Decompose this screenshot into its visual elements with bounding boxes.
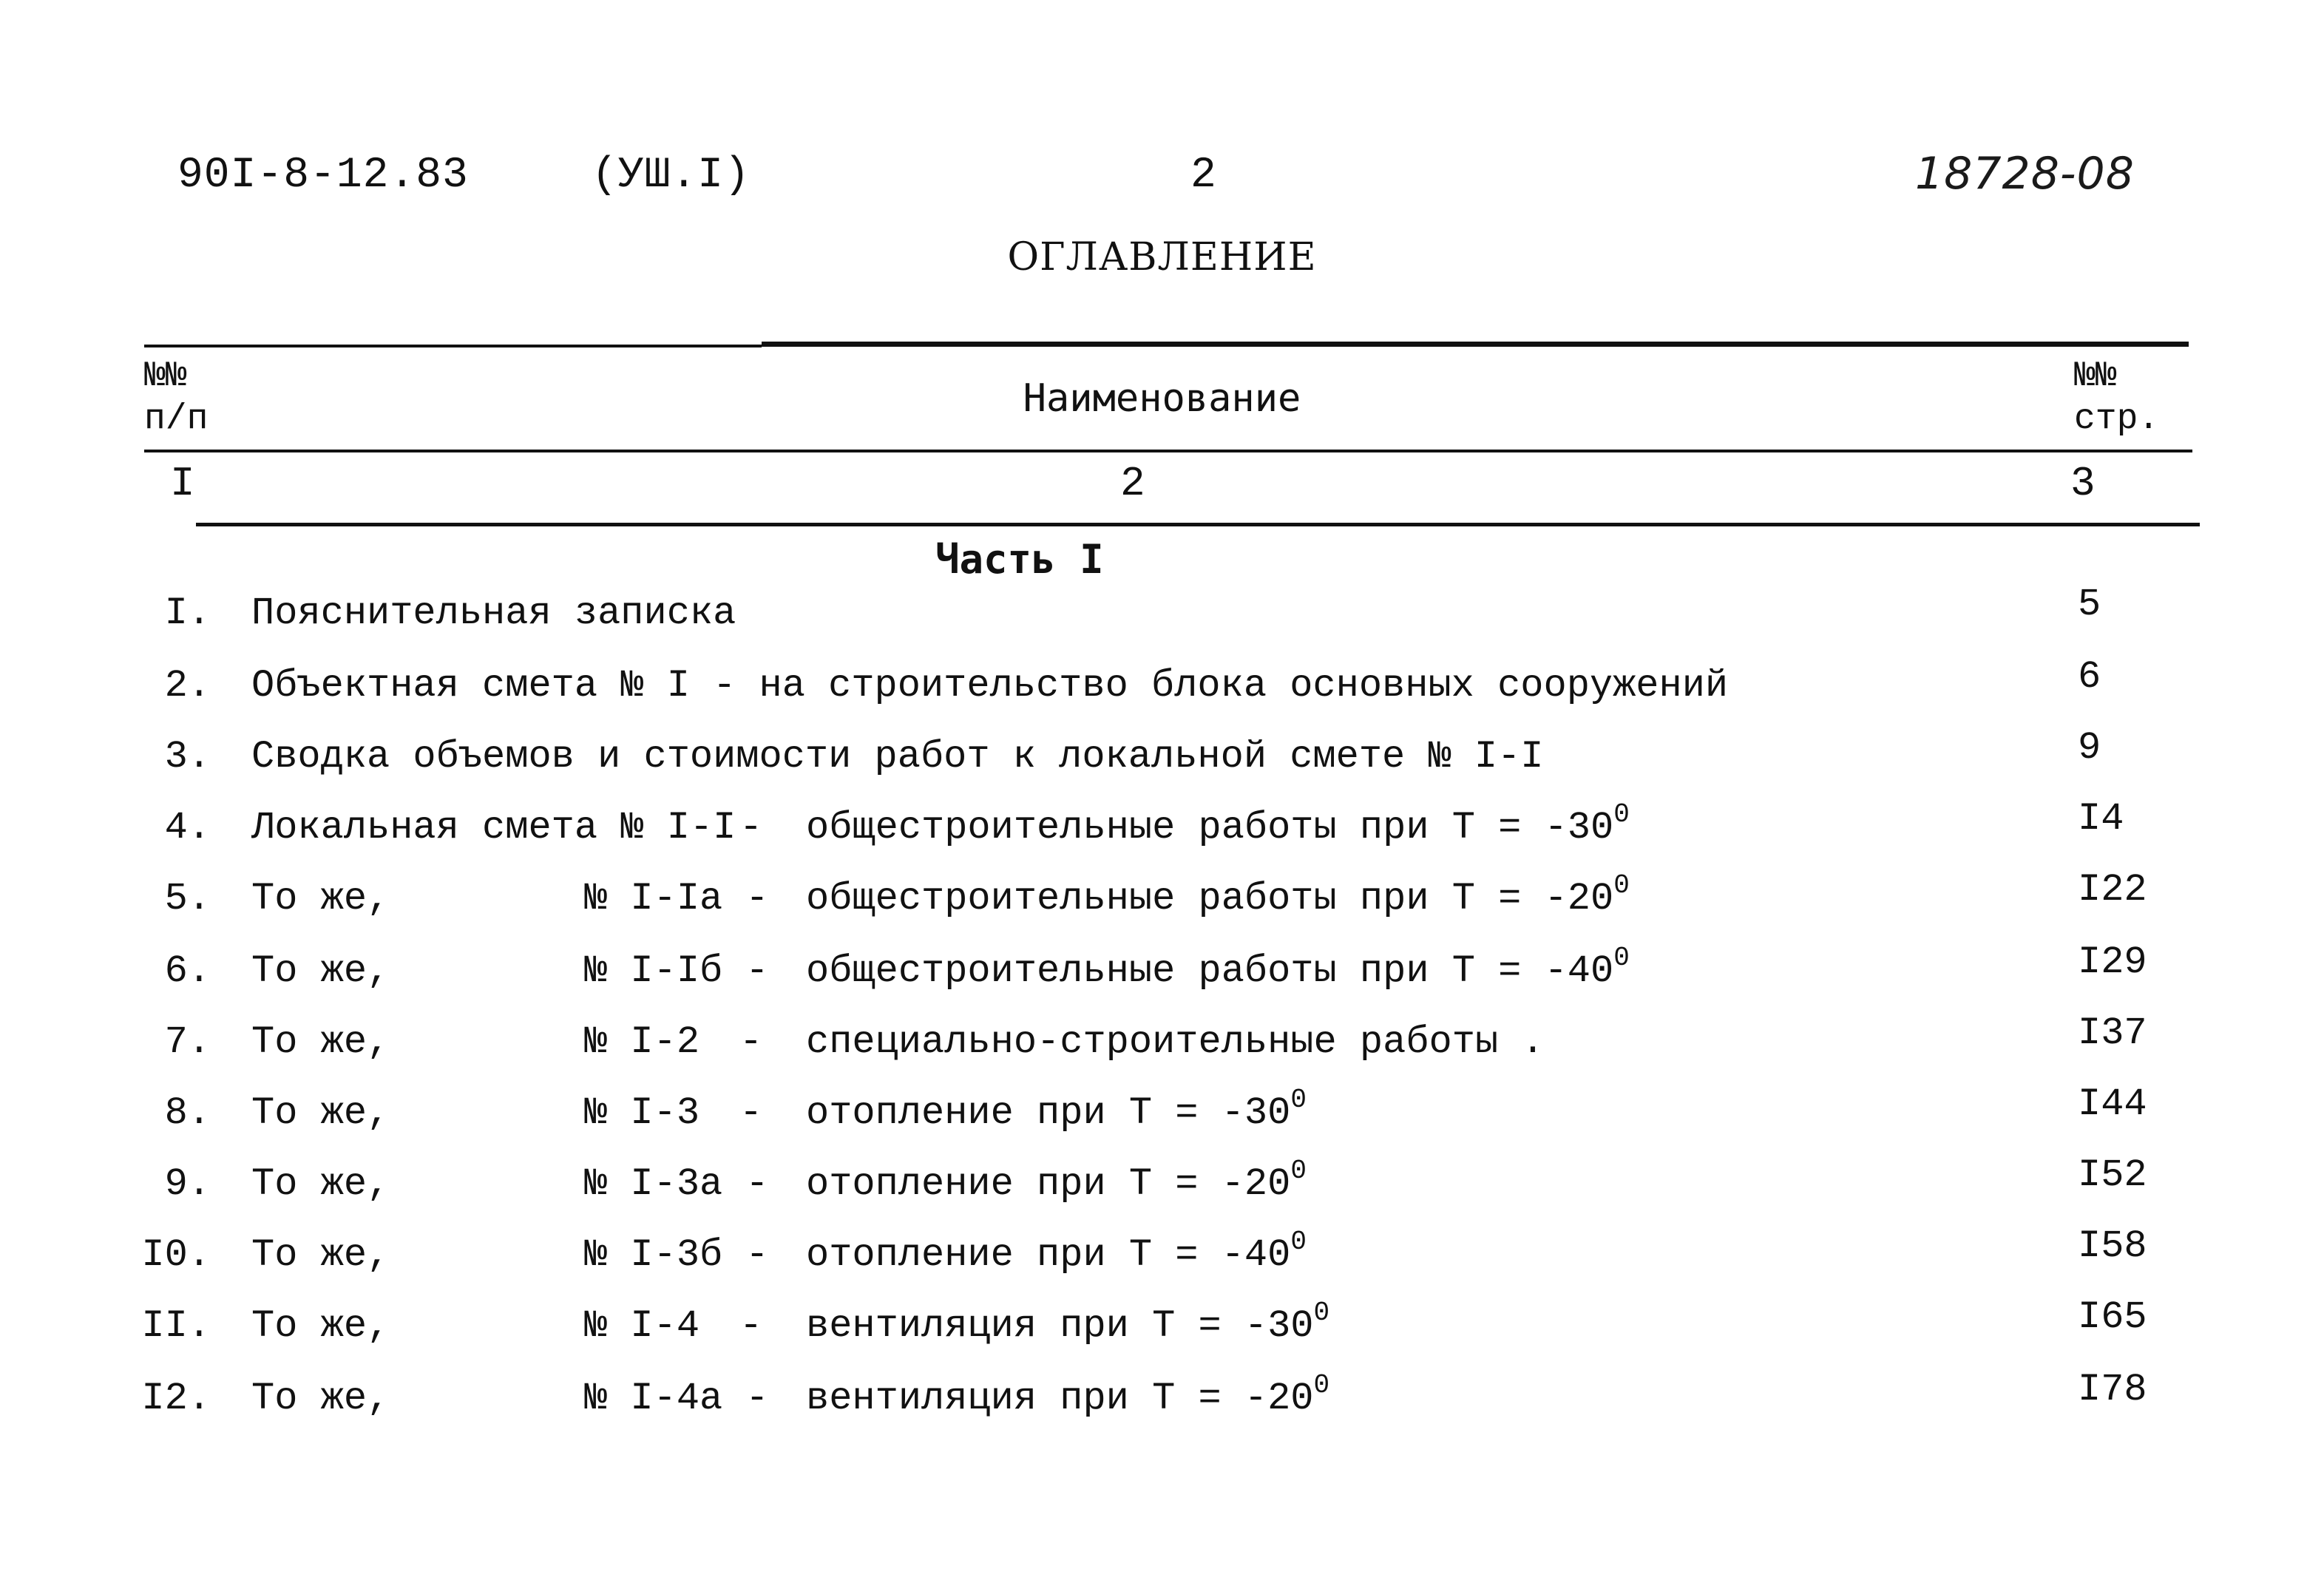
entry-description: [806, 943, 1630, 993]
entry-description-text: отопление при Т = -40: [806, 1233, 1291, 1277]
entry-dash: -: [739, 1304, 763, 1348]
entry-estimate-ref: № I-4: [584, 1304, 700, 1348]
entry-description-text: вентиляция при Т = -30: [806, 1304, 1314, 1348]
entry-description: [806, 1370, 1330, 1420]
entry-title: То же,: [251, 1020, 390, 1064]
entry-page: I29: [2078, 940, 2147, 984]
entry-number: II.: [141, 1304, 211, 1348]
entry-page: I65: [2078, 1295, 2147, 1339]
entry-number: 7.: [164, 1020, 211, 1064]
entry-number: I2.: [141, 1377, 211, 1420]
document-code: 90I-8-12.83: [177, 152, 469, 200]
column-header-name: Наименование: [1023, 376, 1301, 421]
contents-row: [0, 1368, 2324, 1448]
entry-description: [806, 1298, 1330, 1348]
column-header-page-line1: №№: [2074, 356, 2117, 396]
part-title: Часть I: [935, 536, 1104, 583]
entry-estimate-ref: № I-4а -: [584, 1377, 769, 1420]
column-number-1: I: [170, 460, 195, 507]
entry-page: 9: [2078, 726, 2101, 770]
entry-page: I22: [2078, 868, 2147, 912]
entry-number: 5.: [164, 877, 211, 920]
entry-estimate-ref: № I-2: [584, 1020, 700, 1064]
degree-superscript: 0: [1313, 1370, 1330, 1400]
entry-title: То же,: [251, 1233, 390, 1277]
degree-superscript: 0: [1290, 1227, 1307, 1257]
entry-title: Локальная смета № I-I: [251, 806, 736, 850]
contents-row: [0, 1082, 2324, 1162]
entry-estimate-ref: № I-3: [584, 1091, 700, 1135]
degree-superscript: 0: [1313, 1298, 1330, 1328]
entry-number: 2.: [164, 664, 211, 708]
entry-title: Сводка объемов и стоимости работ к локальной смете № I-I: [251, 735, 1544, 779]
entry-page: I52: [2078, 1153, 2147, 1197]
entry-title: То же,: [251, 1091, 390, 1135]
entry-estimate-ref: № I-3б -: [584, 1233, 769, 1277]
entry-number: 9.: [164, 1162, 211, 1206]
entry-number: I.: [164, 591, 211, 635]
entry-estimate-ref: № I-3а -: [584, 1162, 769, 1206]
entry-description-text: вентиляция при Т = -20: [806, 1377, 1314, 1420]
column-header-number-line2: п/п: [144, 399, 209, 439]
page-number: 2: [1190, 152, 1217, 200]
entry-title: Пояснительная записка: [251, 591, 736, 635]
degree-superscript: 0: [1290, 1156, 1307, 1186]
entry-dash: -: [739, 1020, 763, 1064]
degree-superscript: 0: [1613, 799, 1630, 830]
table-top-rule-thick: [762, 342, 2189, 347]
entry-estimate-ref: № I-Iа -: [584, 877, 769, 920]
entry-number: I0.: [141, 1233, 211, 1277]
entry-number: 3.: [164, 735, 211, 779]
entry-description-text: специально-строительные работы .: [806, 1020, 1545, 1064]
entry-page: I37: [2078, 1011, 2147, 1055]
column-header-page: [2074, 355, 2159, 441]
handwritten-number: 18728-08: [1915, 148, 2135, 200]
entry-page: I78: [2078, 1368, 2147, 1411]
degree-superscript: 0: [1613, 943, 1630, 973]
column-number-2: 2: [1120, 460, 1145, 507]
entry-title: То же,: [251, 877, 390, 920]
entry-description: [806, 1227, 1307, 1277]
entry-number: 8.: [164, 1091, 211, 1135]
entry-description-text: отопление при Т = -20: [806, 1162, 1291, 1206]
degree-superscript: 0: [1613, 870, 1630, 901]
contents-row: [0, 1011, 2324, 1091]
section-number: (УШ.I): [592, 152, 751, 200]
page-title: ОГЛАВЛЕНИЕ: [1007, 235, 1317, 279]
column-header-page-line2: стр.: [2074, 399, 2160, 439]
entry-page: 5: [2078, 583, 2101, 626]
contents-row: [0, 655, 2324, 735]
entry-title: То же,: [251, 1162, 390, 1206]
entry-number: 6.: [164, 949, 211, 993]
entry-title: То же,: [251, 1304, 390, 1348]
entry-description: [806, 1020, 1545, 1064]
entry-page: I4: [2078, 797, 2124, 841]
column-number-3: 3: [2070, 460, 2096, 507]
entry-page: 6: [2078, 655, 2101, 699]
entry-description-text: общестроительные работы при Т = -40: [806, 949, 1614, 993]
contents-row: [0, 1224, 2324, 1304]
entry-number: 4.: [164, 806, 211, 850]
entry-description: [806, 870, 1630, 920]
entry-description-text: общестроительные работы при Т = -30: [806, 806, 1614, 850]
entry-description: [806, 799, 1630, 850]
entry-estimate-ref: № I-Iб -: [584, 949, 769, 993]
entry-description: [806, 1156, 1307, 1206]
column-number-divider: [196, 523, 2200, 526]
entry-dash: -: [739, 806, 763, 850]
column-header-number-line1: №№: [144, 356, 187, 396]
entry-title: То же,: [251, 1377, 390, 1420]
degree-superscript: 0: [1290, 1085, 1307, 1115]
entry-description-text: общестроительные работы при Т = -20: [806, 877, 1614, 920]
table-top-rule: [144, 345, 762, 347]
contents-row: [0, 1295, 2324, 1375]
contents-row: [0, 797, 2324, 877]
entry-page: I58: [2078, 1224, 2147, 1268]
entry-page: I44: [2078, 1082, 2147, 1126]
contents-row: [0, 726, 2324, 806]
header-divider: [144, 450, 2192, 452]
entry-dash: -: [739, 1091, 763, 1135]
contents-row: [0, 583, 2324, 662]
contents-row: [0, 1153, 2324, 1233]
entry-description-text: отопление при Т = -30: [806, 1091, 1291, 1135]
entry-title: То же,: [251, 949, 390, 993]
entry-title: Объектная смета № I - на строительство блока основных сооружений: [251, 664, 1729, 708]
contents-row: [0, 868, 2324, 948]
contents-row: [0, 940, 2324, 1020]
entry-description: [806, 1085, 1307, 1135]
